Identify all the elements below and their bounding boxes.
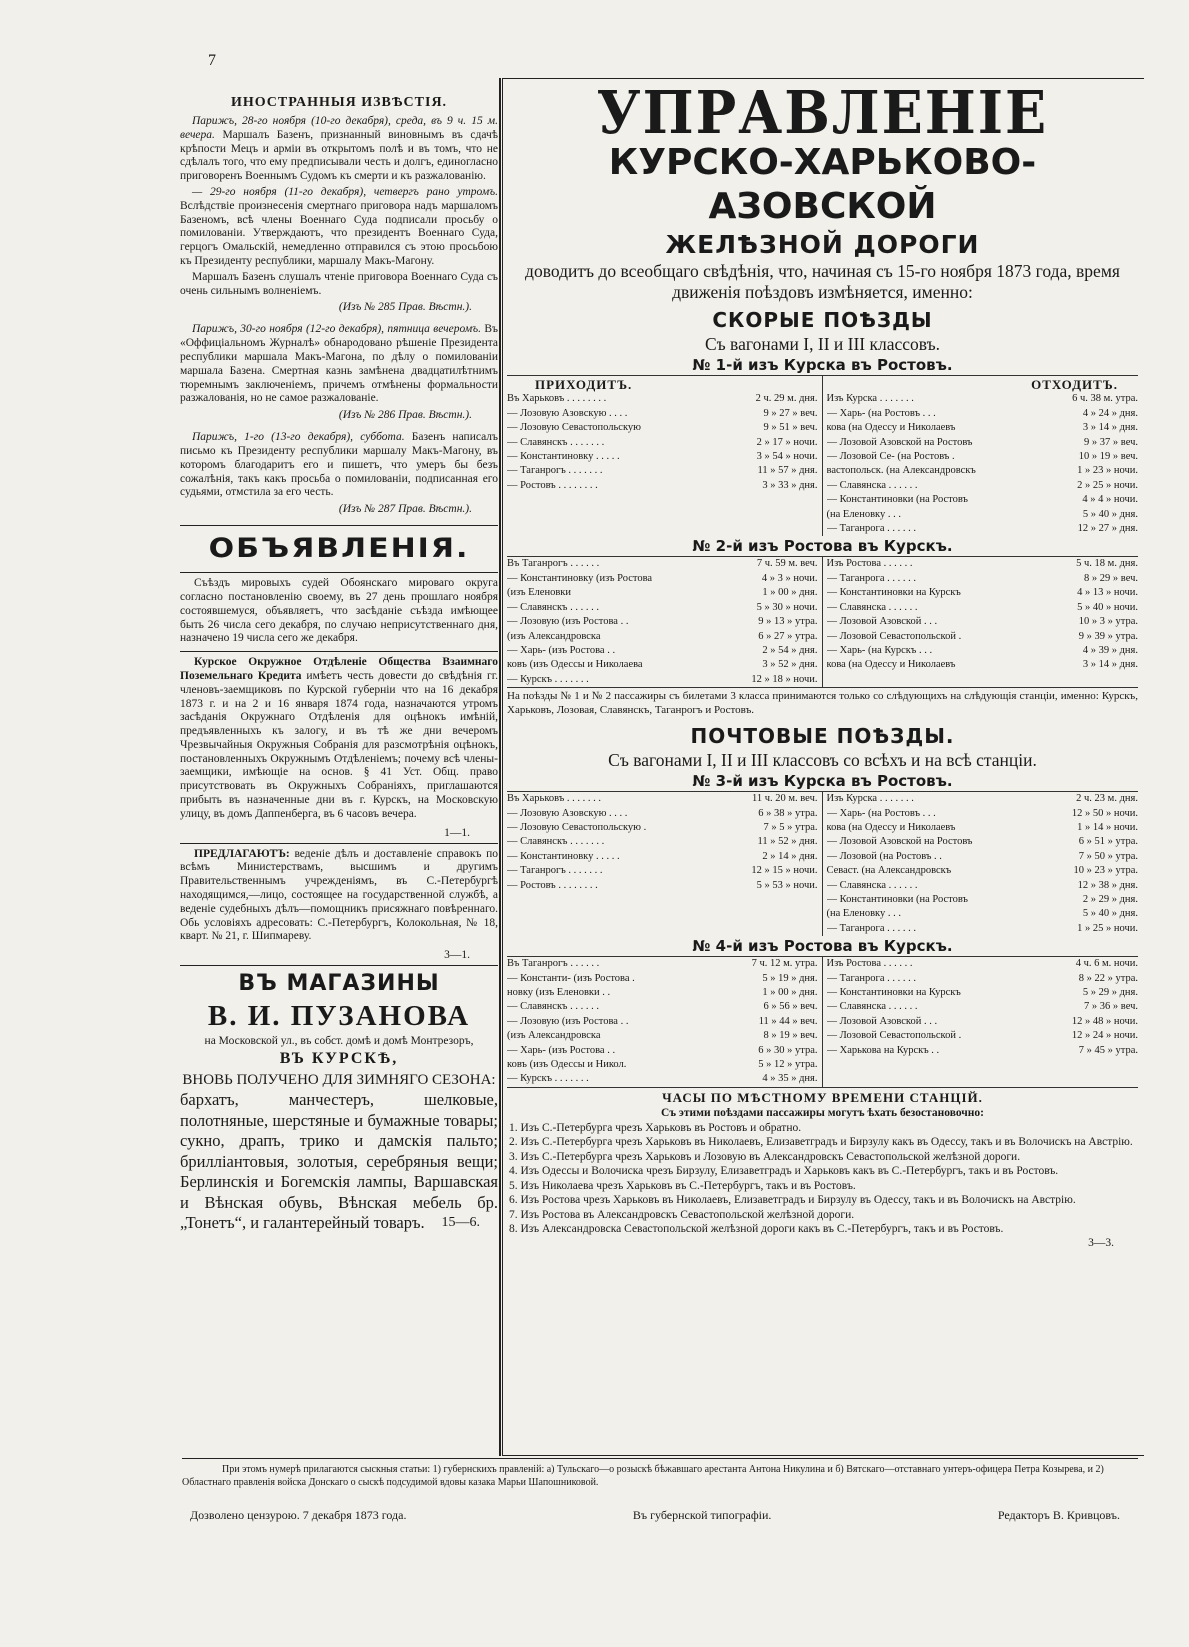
train-time: 2 ч. 23 м. дня. xyxy=(1076,793,1138,805)
news-source: (Изъ № 286 Прав. Вѣстн.). xyxy=(338,409,472,422)
train-time: 9 » 39 » утра. xyxy=(1078,630,1138,642)
train-time: 11 » 44 » веч. xyxy=(758,1015,818,1027)
local-time-title: ЧАСЫ ПО МѢСТНОМУ ВРЕМЕНИ СТАНЦІЙ. xyxy=(507,1087,1138,1106)
timetable-row xyxy=(827,922,1139,936)
timetable-row xyxy=(827,615,1139,629)
station-name: ковъ (изъ Одессы и Никол. xyxy=(507,1059,627,1071)
train-time: 3 » 14 » дня. xyxy=(1082,659,1138,671)
station-name: — Ростовъ . . . . . . . . xyxy=(507,479,598,491)
timetable-row xyxy=(507,986,818,1000)
station-name: — Славянска . . . . . . xyxy=(826,601,918,613)
timetable-row xyxy=(507,1058,818,1072)
news-text: Вслѣдствіе произнесенія смертнаго приговора надъ маршаломъ Базеномъ, всѣ члены Военнаго Суда подписали просьбу о помилованіи. Утверждаютъ, что президентъ Военнаго Суда, герцогъ Омальскій, немедленно отправился съ этою просьбою къ Президенту республики, маршалу Макъ-Магону. xyxy=(180,199,498,267)
timetable-row xyxy=(827,522,1139,536)
train-time: 4 » 3 » ночи. xyxy=(761,572,818,584)
timetable-row xyxy=(507,1000,818,1014)
depart-label xyxy=(827,376,1139,392)
timetable-row xyxy=(827,972,1139,986)
station-name: — Харькова на Курскъ . . xyxy=(826,1044,940,1056)
timetable-row xyxy=(827,508,1139,522)
fast-trains-note: На поѣзды № 1 и № 2 пассажиры съ билетами 3 класса принимаются только со слѣдующихъ на слѣдующія станціи, именно: Курскъ, Харьковъ, Лозовая, Славянскъ, Таганрогъ и Ростовъ. xyxy=(507,687,1138,719)
train-time: 5 ч. 18 м. дня. xyxy=(1076,558,1138,570)
ad-number: 15—6. xyxy=(441,1215,480,1231)
station-name: Въ Харьковъ . . . . . . . . xyxy=(507,393,607,405)
train-time: 7 ч. 12 м. утра. xyxy=(751,958,818,970)
timetable-row xyxy=(827,658,1139,672)
timetable-row xyxy=(827,907,1139,921)
list-item: 2. Изъ С.-Петербурга чрезъ Харьковъ въ Николаевъ, Елизаветградъ и Бирзулу какъ въ Одессу, такъ и въ Волочискъ на Австрію. xyxy=(509,1136,1133,1149)
departures xyxy=(823,557,1139,687)
station-name: — Константиновки на Курскъ xyxy=(826,587,961,599)
timetable-row xyxy=(507,673,818,687)
timetable-row xyxy=(507,821,818,835)
train-time: 4 » 35 » дня. xyxy=(762,1073,818,1085)
train-time: 1 » 00 » дня. xyxy=(762,987,818,998)
mail-trains-subtitle: Съ вагонами I, II и III классовъ со всѣхъ и на всѣ станціи. xyxy=(608,750,1037,771)
station-name: — Харь- (изъ Ростова . . xyxy=(507,1044,616,1056)
station-name: Въ Таганрогъ . . . . . . xyxy=(507,958,600,970)
train-time: 12 » 24 » ночи. xyxy=(1071,1030,1138,1042)
station-name: кова (на Одессу и Николаевъ xyxy=(826,659,956,671)
timetable-row xyxy=(827,572,1139,586)
timetable-row xyxy=(507,864,818,878)
timetable-row xyxy=(507,1072,818,1086)
train-time: 2 » 54 » дня. xyxy=(762,644,818,656)
printer: Въ губернской типографіи. xyxy=(632,1508,772,1522)
train-time: 9 » 13 » утра. xyxy=(758,616,818,628)
news-source: (Изъ № 285 Прав. Вѣстн.). xyxy=(338,301,472,314)
timetable-row xyxy=(507,392,818,406)
train-time: 3 » 33 » дня. xyxy=(762,479,818,491)
timetable-row xyxy=(827,407,1139,421)
timetable-row xyxy=(507,586,818,600)
timetable-row xyxy=(827,821,1139,835)
timetable-row xyxy=(827,957,1139,971)
news-item xyxy=(180,431,498,500)
station-name: ковъ (изъ Одессы и Николаева xyxy=(507,659,643,671)
station-name: — Таганрога . . . . . . xyxy=(826,572,916,584)
station-name: — Курскъ . . . . . . . xyxy=(507,673,589,685)
train-time: 12 » 15 » ночи. xyxy=(751,865,818,877)
train-time: 3 » 52 » дня. xyxy=(762,659,818,671)
station-name: — Константиновки на Курскъ xyxy=(826,987,961,998)
timetable-row xyxy=(827,864,1139,878)
train-time: 6 » 30 » утра. xyxy=(758,1044,818,1056)
station-name: — Славянскъ . . . . . . xyxy=(507,601,599,613)
timetable-row xyxy=(827,644,1139,658)
station-name: — Ростовъ . . . . . . . . xyxy=(507,879,598,891)
shop-owner: В. И. ПУЗАНОВА xyxy=(207,1000,471,1033)
station-name: (изъ Александровска xyxy=(507,630,601,642)
station-name: кова (на Одессу и Николаевъ xyxy=(826,821,956,833)
train-time: 2 » 17 » ночи. xyxy=(756,436,818,448)
train-time: 12 » 48 » ночи. xyxy=(1071,1015,1138,1027)
arrivals xyxy=(507,792,823,936)
station-name: — Лозовой Севастопольской . xyxy=(826,1030,962,1042)
timetable-row xyxy=(827,586,1139,600)
station-name: — Лозовой Азовской . . . xyxy=(826,1015,938,1027)
train-time: 4 » 13 » ночи. xyxy=(1077,587,1138,599)
timetable-row xyxy=(507,630,818,644)
timetable-row xyxy=(507,1015,818,1029)
news-item xyxy=(180,115,498,184)
mail-trains-title: ПОЧТОВЫЕ ПОѢЗДЫ. xyxy=(690,724,955,749)
train-time: 4 » 4 » ночи. xyxy=(1082,494,1138,506)
column-rule xyxy=(499,78,501,1456)
station-name: Изъ Ростова . . . . . . xyxy=(826,958,913,970)
station-name: Севаст. (на Александровскъ xyxy=(826,865,952,877)
rail-title-3: ЖЕЛѢЗНОЙ ДОРОГИ xyxy=(665,230,980,259)
station-name: — Константиновку . . . . . xyxy=(507,850,620,862)
timetable-row xyxy=(507,658,818,672)
timetable-row xyxy=(827,464,1139,478)
train-time: 5 » 53 » ночи. xyxy=(756,879,818,891)
through-routes-list xyxy=(507,1121,1138,1237)
station-name: (изъ Еленовки xyxy=(507,587,571,599)
station-name: кова (на Одессу и Николаевъ xyxy=(826,422,956,434)
rail-title-1: УПРАВЛЕНІЕ xyxy=(596,78,1049,148)
station-name: — Курскъ . . . . . . . xyxy=(507,1073,589,1085)
timetable-row xyxy=(507,601,818,615)
news-text: Базенъ написалъ письмо къ Президенту республики маршалу Макъ-Магону, въ которомъ благодаритъ его и пишетъ, что умеръ бы безъ сожалѣнія, такъ какъ просьба о помилованіи, подписанная его судьями, отмстила за его честь. xyxy=(180,431,498,499)
train-time: 3 » 14 » дня. xyxy=(1082,422,1138,434)
train-2-table xyxy=(507,556,1138,687)
train-3-table xyxy=(507,791,1138,936)
list-item: 7. Изъ Ростова въ Александровскъ Севастопольской желѣзной дороги. xyxy=(509,1208,855,1221)
footer xyxy=(190,1508,1120,1523)
train-time: 6 » 56 » веч. xyxy=(763,1001,818,1013)
arrive-label xyxy=(507,376,818,392)
timetable-row xyxy=(507,1029,818,1043)
timetable-row xyxy=(827,792,1139,806)
station-name: — Харь- (изъ Ростова . . xyxy=(507,644,616,656)
station-name: — Лозовой Азовской на Ростовъ xyxy=(826,836,973,848)
train-time: 11 ч. 20 м. веч. xyxy=(752,793,818,805)
train-time: 12 » 50 » ночи. xyxy=(1071,807,1138,819)
train-time: 4 » 39 » дня. xyxy=(1082,644,1138,656)
timetable-row xyxy=(827,450,1139,464)
timetable-row xyxy=(827,893,1139,907)
station-name: вастопольск. (на Александровскъ xyxy=(826,465,976,477)
timetable-row xyxy=(507,879,818,893)
timetable-row xyxy=(827,807,1139,821)
list-item: 8. Изъ Александровска Севастопольской желѣзной дороги какъ въ С.-Петербургъ, такъ и въ Ростовъ. xyxy=(509,1223,1004,1236)
train-time: 5 » 40 » ночи. xyxy=(1077,601,1138,613)
depart-label-text: ОТХОДИТЪ. xyxy=(1031,377,1118,392)
train-time: 1 » 14 » ночи. xyxy=(1077,821,1138,833)
train-time: 7 ч. 59 м. веч. xyxy=(756,558,818,570)
ad-item xyxy=(180,656,498,822)
local-time-subtitle: Съ этими поѣздами пассажиры могутъ ѣхать безостановочно: xyxy=(661,1106,984,1119)
news-text: Въ «Оффиціальномъ Журналѣ» обнародовано рѣшеніе Президента республики маршала Макъ-Магона, по дѣлу о помилованіи маршала Базена. Смертная казнь замѣнена двадцатилѣтнимъ тюремнымъ заключеніемъ, причемъ отмѣнены формальности разжалованія, но не самое разжалованіе. xyxy=(180,323,498,405)
train-1-title: № 1-й изъ Курска въ Ростовъ. xyxy=(692,356,953,374)
train-3-title: № 3-й изъ Курска въ Ростовъ. xyxy=(692,772,953,791)
train-time: 4 ч. 6 м. ночи. xyxy=(1075,958,1138,970)
ad-text: имѣетъ честь довести до свѣдѣнія гг. членовъ-заемщиковъ по Курской губерніи что на 16 декабря 1873 г. и на 2 и 16 января 1874 года, назначаются утромъ засѣданія Окружнаго Отдѣленія для оцѣнокъ имѣній, предъявленныхъ къ залогу, и въ тѣ же дни вечеромъ Чрезвычайныя Окружныя Собранія для разсмотрѣнія оцѣнокъ, постановленныхъ Окружнымъ Отдѣленіемъ; почему всѣ члены-заемщики, имѣющіе на основ. § 41 Уст. Общ. право присутствовать въ Окружныхъ Собраніяхъ, приглашаются прибыть въ назначенные дни въ г. Курскъ, на Московскую улицу, въ домъ Даппенберга, въ 6 часовъ вечера. xyxy=(180,669,498,820)
rail-title-2: КУРСКО-ХАРЬКОВО-АЗОВСКОЙ xyxy=(608,142,1037,227)
station-name: — Таганрога . . . . . . xyxy=(826,922,916,934)
station-name: — Таганрога . . . . . . xyxy=(826,972,916,984)
station-name: — Константи- (изъ Ростова . xyxy=(507,972,635,984)
timetable-row xyxy=(827,1000,1139,1014)
list-item: 6. Изъ Ростова чрезъ Харьковъ въ Николаевъ, Елизаветградъ и Бирзулу въ Одессу, такъ и въ Волочискъ на Австрію. xyxy=(509,1194,1076,1207)
train-time: 5 » 30 » ночи. xyxy=(756,601,818,613)
timetable-row xyxy=(827,1029,1139,1043)
timetable-row xyxy=(827,835,1139,849)
page-number: 7 xyxy=(208,52,216,69)
timetable-row xyxy=(507,615,818,629)
timetable-row xyxy=(507,464,818,478)
station-name: — Лозовую Азовскую . . . . xyxy=(507,407,628,419)
train-time: 7 » 45 » утра. xyxy=(1078,1044,1138,1056)
news-lead: Парижъ, 1-го (13-го декабря), суббота. xyxy=(192,431,405,444)
train-time: 1 » 23 » ночи. xyxy=(1077,465,1138,477)
train-time: 5 » 12 » утра. xyxy=(758,1059,818,1071)
station-name: — Славянскъ . . . . . . . xyxy=(507,836,605,848)
timetable-row xyxy=(507,807,818,821)
timetable-row xyxy=(507,572,818,586)
departures xyxy=(823,376,1139,536)
station-name: — Лозовой Азовской на Ростовъ xyxy=(826,436,973,448)
list-item: 4. Изъ Одессы и Волочиска чрезъ Бирзулу, Елизаветградъ и Харьковъ какъ въ С.-Петербургъ, такъ и въ Ростовъ. xyxy=(509,1165,1059,1178)
train-time: 7 » 50 » утра. xyxy=(1078,850,1138,862)
station-name: (на Еленовку . . . xyxy=(826,908,901,920)
timetable-row xyxy=(827,436,1139,450)
train-time: 6 » 38 » утра. xyxy=(758,807,818,819)
train-time: 2 ч. 29 м. дня. xyxy=(755,393,818,405)
timetable-row xyxy=(827,1015,1139,1029)
arrive-label-text: ПРИХОДИТЪ. xyxy=(535,377,633,392)
timetable-row xyxy=(507,835,818,849)
train-time: 12 » 27 » дня. xyxy=(1077,523,1138,535)
train-time: 12 » 18 » ночи. xyxy=(751,673,818,685)
timetable-row xyxy=(827,1044,1139,1058)
timetable-row xyxy=(827,479,1139,493)
station-name: — Славянска . . . . . . xyxy=(826,879,918,891)
train-time: 4 » 24 » дня. xyxy=(1082,407,1138,419)
shop-goods-text: бархатъ, манчестеръ, шелковые, полотняные, шерстяные и бумажные товары; сукно, драпъ, трико и дамскія пальто; брилліантовыя, золотыя, серебряныя вещи; Берлинскія и Богемскія лампы, Варшавская и Вѣнская обувь, Вѣнская мебель бр. „Тонетъ“, и галантерейный товаръ. xyxy=(180,1090,498,1233)
station-name: — Харь- (на Курскъ . . . xyxy=(826,644,933,656)
station-name: — Славянска . . . . . . xyxy=(826,479,918,491)
station-name: (изъ Александровска xyxy=(507,1030,601,1042)
station-name: новку (изъ Еленовки . . xyxy=(507,987,611,998)
train-time: 3 » 54 » ночи. xyxy=(756,451,818,463)
timetable-row xyxy=(507,479,818,493)
train-time: 2 » 25 » ночи. xyxy=(1077,479,1138,491)
station-name: — Лозовой (на Ростовъ . . xyxy=(826,850,942,862)
timetable-row xyxy=(507,557,818,571)
timetable-row xyxy=(507,850,818,864)
train-time: 7 » 5 » утра. xyxy=(763,821,818,833)
timetable-row xyxy=(507,407,818,421)
ad-number: 3—1. xyxy=(444,949,470,962)
station-name: — Таганрогъ . . . . . . . xyxy=(507,865,603,877)
train-time: 9 » 27 » веч. xyxy=(763,407,818,419)
fast-trains-title: СКОРЫЕ ПОѢЗДЫ xyxy=(712,308,933,332)
news-source: (Изъ № 287 Прав. Вѣстн.). xyxy=(338,503,472,516)
timetable-row xyxy=(507,792,818,806)
right-column xyxy=(502,78,1144,1456)
station-name: — Лозовую (изъ Ростова . . xyxy=(507,616,629,628)
timetable-row xyxy=(827,557,1139,571)
train-time: 10 » 23 » утра. xyxy=(1073,865,1138,877)
divider xyxy=(180,525,498,526)
timetable-row xyxy=(507,972,818,986)
timetable-row xyxy=(827,601,1139,615)
news-lead: Парижъ, 28-го ноября (10-го декабря), среда, въ 9 ч. 15 м. вечера. xyxy=(180,115,498,141)
station-name: — Лозовой Севастопольской . xyxy=(826,630,962,642)
station-name: Въ Харьковъ . . . . . . . xyxy=(507,793,602,805)
news-item xyxy=(180,323,498,406)
timetable-row xyxy=(507,1044,818,1058)
station-name: (на Еленовку . . . xyxy=(826,508,901,520)
train-1-table xyxy=(507,375,1138,536)
station-name: — Лозовую (изъ Ростова . . xyxy=(507,1015,629,1027)
station-name: Въ Таганрогъ . . . . . . xyxy=(507,558,600,570)
rail-intro: доводитъ до всеобщаго свѣдѣнія, что, начиная съ 15-го ноября 1873 года, время движенія поѣздовъ измѣняется, именно: xyxy=(525,261,1120,302)
timetable-row xyxy=(827,879,1139,893)
ad-bold: Курское Окружное Отдѣленіе Общества Взаимнаго Поземельнаго Кредита xyxy=(180,656,498,682)
train-4-title: № 4-й изъ Ростова въ Курскъ. xyxy=(692,937,953,956)
station-name: — Лозовой Се- (на Ростовъ . xyxy=(826,451,955,463)
arrivals xyxy=(507,557,823,687)
train-time: 1 » 00 » дня. xyxy=(762,587,818,599)
list-item: 5. Изъ Николаева чрезъ Харьковъ въ С.-Петербургъ, такъ и въ Ростовъ. xyxy=(509,1179,856,1192)
timetable-row xyxy=(507,450,818,464)
news-text: Маршалъ Базенъ, признанный виновнымъ въ сдачѣ крѣпости Мецъ и арміи въ открытомъ полѣ и въ томъ, что не сдѣлалъ того, что ему предписывали честь и долгъ, единогласно приговоренъ Военнымъ Судомъ къ смерти и къ разжалованію. xyxy=(180,128,498,183)
attachments-note: При этомъ нумерѣ прилагаются сыскныя статьи: 1) губернскихъ правленій: а) Тульскаго—о розыскѣ бѣжавшаго арестанта Антона Никулина и б) Вятскаго—отставнаго унтеръ-офицера Петра Козырева, и 2) Областнаго правленія войска Донскаго о сыскѣ подсудимой вдовы казака Марьи Шапошниковой. xyxy=(182,1458,1138,1489)
timetable-row xyxy=(507,436,818,450)
divider xyxy=(180,965,498,966)
station-name: — Константиновку (изъ Ростова xyxy=(507,572,653,584)
train-time: 12 » 38 » дня. xyxy=(1077,879,1138,891)
train-time: 1 » 25 » ночи. xyxy=(1077,922,1138,934)
editor: Редакторъ В. Кривцовъ. xyxy=(997,1508,1120,1522)
train-time: 9 » 51 » веч. xyxy=(763,422,818,434)
left-column xyxy=(180,85,498,1455)
station-name: — Константиновку . . . . . xyxy=(507,451,620,463)
train-time: 2 » 14 » дня. xyxy=(762,850,818,862)
train-time: 8 » 19 » веч. xyxy=(763,1030,818,1042)
train-time: 7 » 36 » веч. xyxy=(1084,1001,1138,1013)
departures xyxy=(823,792,1139,936)
station-name: — Славянска . . . . . . xyxy=(826,1001,918,1013)
station-name: — Лозовую Севастопольскую . xyxy=(507,821,647,833)
train-time: 8 » 22 » утра. xyxy=(1078,972,1138,984)
timetable-row xyxy=(507,421,818,435)
ad-bold: ПРЕДЛАГАЮТЪ: xyxy=(194,847,290,860)
train-time: 5 » 29 » дня. xyxy=(1082,987,1138,998)
station-name: — Харь- (на Ростовъ . . . xyxy=(826,807,936,819)
train-time: 8 » 29 » веч. xyxy=(1084,572,1138,584)
train-time: 2 » 29 » дня. xyxy=(1082,893,1138,905)
shop-address: на Московской ул., въ собст. домѣ и домѣ Монтрезоръ, xyxy=(204,1035,474,1048)
station-name: — Таганрога . . . . . . xyxy=(826,523,916,535)
train-time: 11 » 52 » дня. xyxy=(757,836,818,848)
shop-title: ВЪ МАГАЗИНЫ xyxy=(238,971,440,997)
station-name: — Константиновки (на Ростовъ xyxy=(826,893,968,905)
news-item xyxy=(180,271,498,299)
fast-trains-subtitle: Съ вагонами I, II и III классовъ. xyxy=(704,334,941,354)
station-name: — Славянскъ . . . . . . xyxy=(507,1001,599,1013)
foreign-news-title: ИНОСТРАННЫЯ ИЗВѢСТІЯ. xyxy=(230,95,448,110)
ads-title: ОБЪЯВЛЕНІЯ. xyxy=(208,532,470,565)
timetable-row xyxy=(827,986,1139,1000)
train-time: 5 » 40 » дня. xyxy=(1082,508,1138,520)
divider xyxy=(180,651,498,652)
divider xyxy=(180,843,498,844)
train-time: 6 » 27 » утра. xyxy=(758,630,818,642)
station-name: — Лозовой Азовской . . . xyxy=(826,616,938,628)
station-name: — Таганрогъ . . . . . . . xyxy=(507,465,603,477)
divider xyxy=(180,572,498,573)
news-item xyxy=(180,186,498,269)
station-name: — Лозовую Севастопольскую xyxy=(507,422,641,434)
arrivals xyxy=(507,957,823,1087)
news-lead: — 29-го ноября (11-го декабря), четвергъ рано утромъ. xyxy=(192,185,498,198)
train-time: 9 » 37 » веч. xyxy=(1084,436,1138,448)
station-name: Изъ Курска . . . . . . . xyxy=(826,393,914,405)
list-item: 1. Изъ С.-Петербурга чрезъ Харьковъ въ Ростовъ и обратно. xyxy=(509,1121,802,1134)
timetable-row xyxy=(827,630,1139,644)
departures xyxy=(823,957,1139,1087)
station-name: — Славянскъ . . . . . . . xyxy=(507,436,605,448)
station-name: — Харь- (на Ростовъ . . . xyxy=(826,407,936,419)
train-2-title: № 2-й изъ Ростова въ Курскъ. xyxy=(692,537,953,556)
train-time: 11 » 57 » дня. xyxy=(757,465,818,477)
train-time: 10 » 3 » утра. xyxy=(1078,616,1138,628)
train-time: 5 » 19 » дня. xyxy=(762,972,818,984)
list-item: 3. Изъ С.-Петербурга чрезъ Харьковъ и Лозовую въ Александровскъ Севастопольской желѣзной дороги. xyxy=(509,1150,1021,1163)
news-lead: Парижъ, 30-го ноября (12-го декабря), пятница вечеромъ. xyxy=(192,323,482,336)
timetable-row xyxy=(827,392,1139,406)
train-time: 5 » 40 » дня. xyxy=(1082,908,1138,920)
station-name: Изъ Ростова . . . . . . xyxy=(826,558,913,570)
arrivals xyxy=(507,376,823,536)
timetable-row xyxy=(827,421,1139,435)
train-time: 10 » 19 » веч. xyxy=(1078,451,1138,463)
station-name: — Константиновки (на Ростовъ xyxy=(826,494,968,506)
ad-number: 3—3. xyxy=(1088,1236,1114,1249)
train-time: 6 » 51 » утра. xyxy=(1078,836,1138,848)
train-4-table xyxy=(507,956,1138,1087)
censor-approval: Дозволено цензурою. 7 декабря 1873 года. xyxy=(190,1508,407,1522)
news-text: Маршалъ Базенъ слушалъ чтеніе приговора Военнаго Суда съ очень сильнымъ волненіемъ. xyxy=(180,270,498,297)
timetable-row xyxy=(507,957,818,971)
shop-goods xyxy=(180,1090,498,1234)
ad-number: 1—1. xyxy=(444,826,470,839)
station-name: — Лозовую Азовскую . . . . xyxy=(507,807,628,819)
ad-item xyxy=(180,848,498,945)
shop-season: ВНОВЬ ПОЛУЧЕНО ДЛЯ ЗИМНЯГО СЕЗОНА: xyxy=(182,1072,496,1089)
ad-text: веденіе дѣлъ и доставленіе справокъ по всѣмъ Министерствамъ, высшимъ и другимъ Правительственнымъ учрежденіямъ, въ С.-Петербургѣ находящимся,—лицо, состоящее на государственной службѣ, а веденіе судебныхъ дѣлъ—помощникъ присяжнаго повѣреннаго. Обь условіяхъ адресовать: С.-Петербургъ, Колокольная, № 18, кварт. № 21, г. Шипмареву. xyxy=(180,847,498,943)
station-name: Изъ Курска . . . . . . . xyxy=(826,793,914,805)
timetable-row xyxy=(827,850,1139,864)
ad-item: Съѣздъ мировыхъ судей Обоянскаго мироваго округа согласно постановленію своему, въ 27 день прошлаго ноября состоявшемуся, объявляетъ, что засѣданіе съѣзда имѣющее быть 26 числа сего декабря, по случаю неприсутственнаго дня, назначено 19 числа сего же декабря. xyxy=(180,577,498,645)
timetable-row xyxy=(507,644,818,658)
timetable-row xyxy=(827,493,1139,507)
train-time: 6 ч. 38 м. утра. xyxy=(1072,393,1138,405)
shop-city: ВЪ КУРСКѢ, xyxy=(279,1050,399,1068)
